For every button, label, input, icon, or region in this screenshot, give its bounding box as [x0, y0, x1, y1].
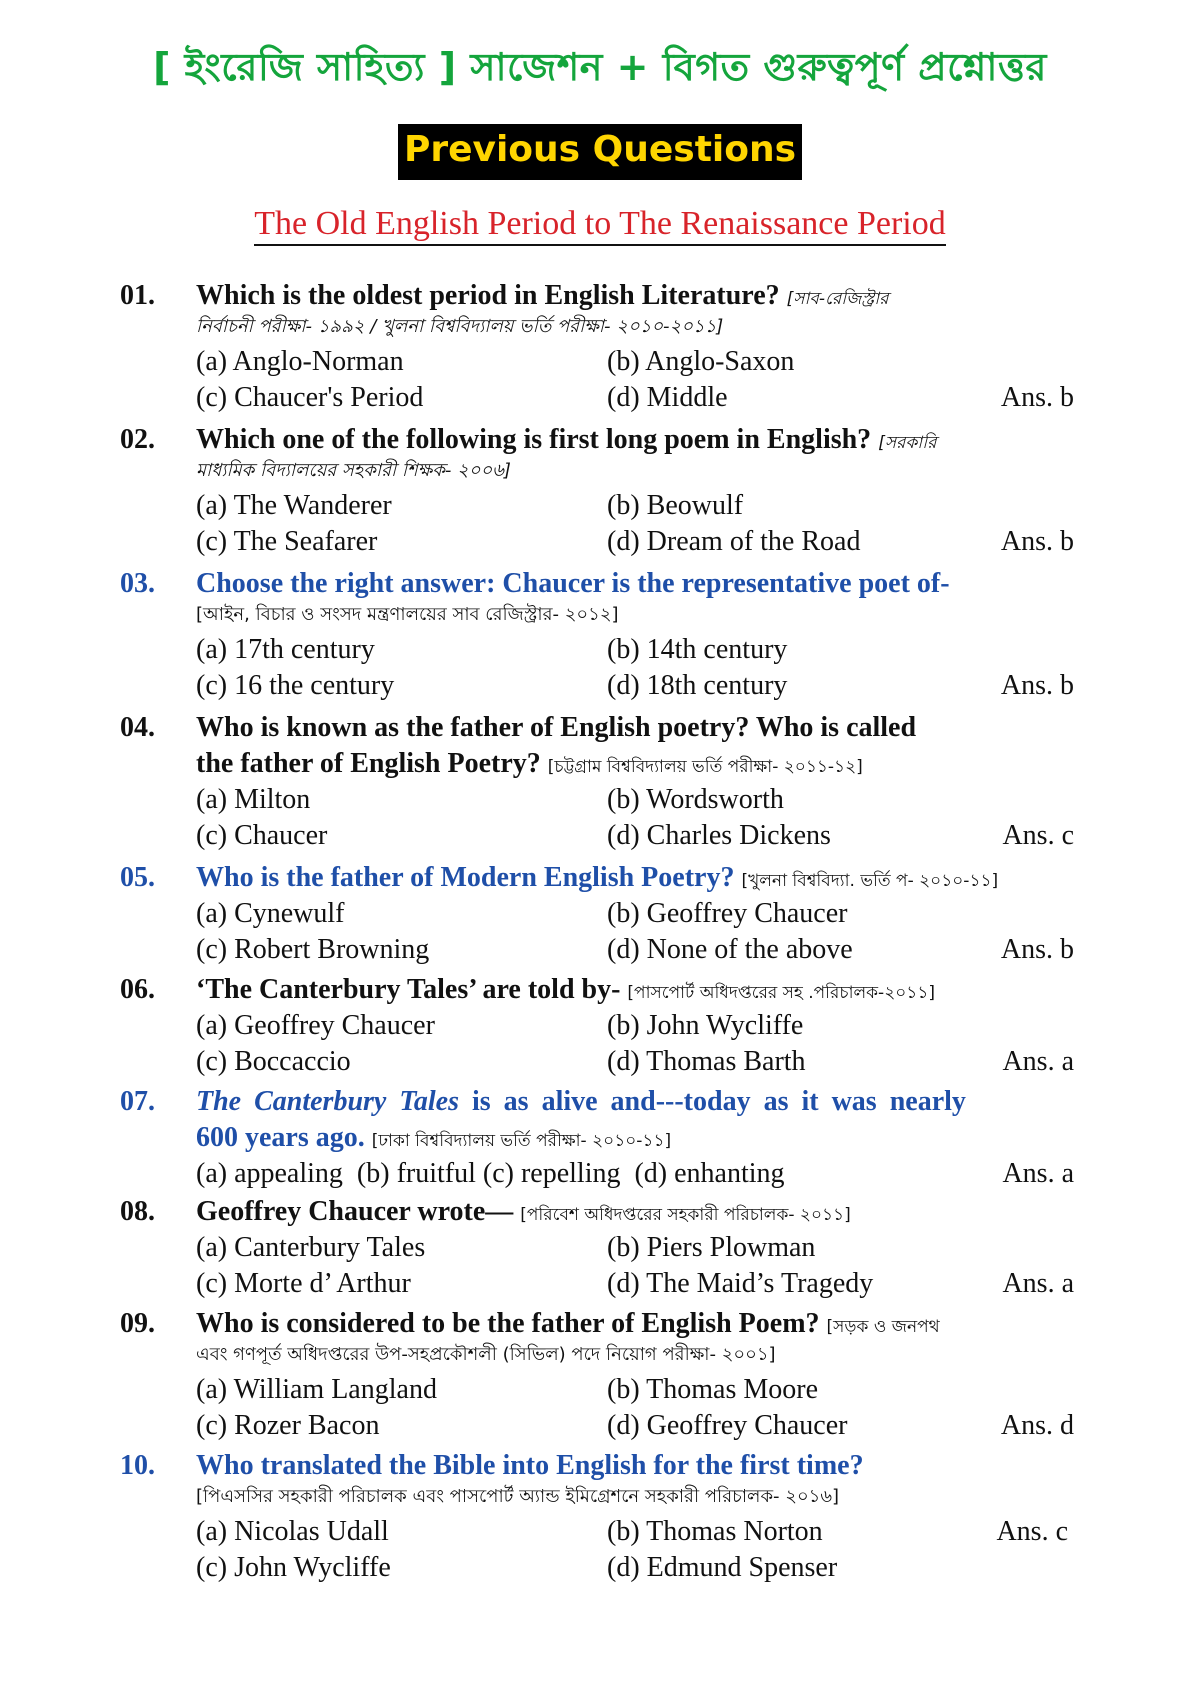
question-main: Geoffrey Chaucer wrote— — [196, 1196, 514, 1227]
answer-label: Ans. d — [1000, 1410, 1074, 1441]
question-text — [196, 1306, 1074, 1345]
question-text — [196, 422, 1074, 461]
option-a: (a) William Langland — [196, 1374, 437, 1405]
option-d: (d) Geoffrey Chaucer — [607, 1410, 848, 1441]
option-d: (d) Thomas Barth — [607, 1046, 806, 1077]
question-italic-title: The Canterbury Tales — [196, 1086, 459, 1117]
question-source: [খুলনা বিশ্ববিদ্যা. ভর্তি প- ২০১০-১১] — [741, 871, 999, 891]
option-b: (b) Thomas Moore — [607, 1374, 818, 1405]
answer-label: Ans. c — [1002, 820, 1074, 851]
question-source: [সাব-রেজিস্ট্রার — [786, 289, 889, 309]
option-c: (c) Chaucer — [196, 820, 328, 851]
question-source: [সরকারি — [878, 433, 937, 453]
answer-label: Ans. c — [996, 1516, 1068, 1547]
question-main: Which one of the following is first long poem in English? — [196, 424, 872, 455]
option-d: (d) Edmund Spenser — [607, 1552, 838, 1583]
question-number: 09. — [120, 1308, 155, 1339]
option-d: (d) Middle — [607, 382, 728, 413]
question-number: 07. — [120, 1086, 155, 1117]
option-b: (b) Piers Plowman — [607, 1232, 816, 1263]
question-number: 05. — [120, 862, 155, 893]
question-main: Who is the father of Modern English Poetry? — [196, 862, 735, 893]
option-d: (d) Dream of the Road — [607, 526, 861, 557]
question-number: 06. — [120, 974, 155, 1005]
question-main: Who translated the Bible into English for the first time? — [196, 1450, 864, 1481]
option-b: (b) Thomas Norton — [607, 1516, 823, 1547]
question-text — [196, 566, 1074, 602]
question-text — [196, 972, 1074, 1011]
option-b: (b) Beowulf — [607, 490, 744, 521]
option-a: (a) Cynewulf — [196, 898, 345, 929]
question-source: [সড়ক ও জনপথ — [826, 1317, 940, 1337]
option-a: (a) Canterbury Tales — [196, 1232, 426, 1263]
question-source: [পরিবেশ অধিদপ্তরের সহকারী পরিচালক- ২০১১] — [520, 1205, 851, 1225]
answer-label: Ans. b — [1000, 382, 1074, 413]
question-source: [চট্টগ্রাম বিশ্ববিদ্যালয় ভর্তি পরীক্ষা- ২০১১-১২] — [547, 757, 863, 777]
question-main: Which is the oldest period in English Literature? — [196, 280, 780, 311]
option-c: (c) The Seafarer — [196, 526, 378, 557]
question-text — [196, 710, 1074, 746]
badge-wrap — [0, 124, 1200, 180]
question-source-line: [আইন, বিচার ও সংসদ মন্ত্রণালয়ের সাব রেজিস্ট্রার- ২০১২] — [196, 604, 619, 625]
option-b: (b) Geoffrey Chaucer — [607, 898, 848, 929]
option-c: (c) Morte d’ Arthur — [196, 1268, 411, 1299]
question-main: Who is known as the father of English poetry? Who is called — [196, 712, 917, 743]
question-main: the father of English Poetry? — [196, 748, 541, 779]
question-number: 10. — [120, 1450, 155, 1481]
option-a: (a) Milton — [196, 784, 311, 815]
question-number: 01. — [120, 280, 155, 311]
question-text — [196, 278, 1074, 317]
option-c: (c) Boccaccio — [196, 1046, 351, 1077]
option-d: (d) 18th century — [607, 670, 788, 701]
question-source: [পাসপোর্ট অধিদপ্তরের সহ .পরিচালক-২০১১] — [627, 983, 935, 1003]
answer-label: Ans. a — [1002, 1268, 1074, 1299]
question-text-line2 — [196, 1120, 1074, 1159]
answer-label: Ans. b — [1000, 670, 1074, 701]
question-main: 600 years ago. — [196, 1122, 365, 1153]
option-b: (b) 14th century — [607, 634, 788, 665]
question-main-rest: is as alive and---today as it was nearly — [459, 1086, 966, 1117]
question-text — [196, 1194, 1074, 1233]
question-number: 04. — [120, 712, 155, 743]
question-number: 08. — [120, 1196, 155, 1227]
question-number: 02. — [120, 424, 155, 455]
option-c: (c) John Wycliffe — [196, 1552, 391, 1583]
question-text — [196, 1448, 1074, 1484]
answer-label: Ans. a — [1002, 1046, 1074, 1077]
section-subtitle: The Old English Period to The Renaissance Period — [254, 204, 946, 246]
question-source-line: নির্বাচনী পরীক্ষা- ১৯৯২ / খুলনা বিশ্ববিদ্যালয় ভর্তি পরীক্ষা- ২০১০-২০১১] — [196, 316, 724, 337]
option-c: (c) Chaucer's Period — [196, 382, 424, 413]
option-a: (a) 17th century — [196, 634, 375, 665]
question-text-line2 — [196, 746, 1074, 785]
question-number: 03. — [120, 568, 155, 599]
question-main: Choose the right answer: Chaucer is the representative poet of- — [196, 568, 950, 599]
option-d: (d) The Maid’s Tragedy — [607, 1268, 874, 1299]
option-c: (c) Robert Browning — [196, 934, 430, 965]
option-c: (c) 16 the century — [196, 670, 395, 701]
option-a: (a) Anglo-Norman — [196, 346, 404, 377]
question-source-line: এবং গণপূর্ত অধিদপ্তরের উপ-সহপ্রকৌশলী (সিভিল) পদে নিয়োগ পরীক্ষা- ২০০১] — [196, 1344, 776, 1365]
previous-questions-badge: Previous Questions — [398, 124, 802, 180]
option-a: (a) Nicolas Udall — [196, 1516, 389, 1547]
question-source: [ঢাকা বিশ্ববিদ্যালয় ভর্তি পরীক্ষা- ২০১০-১১] — [371, 1131, 672, 1151]
option-d: (d) Charles Dickens — [607, 820, 831, 851]
option-c: (c) Rozer Bacon — [196, 1410, 380, 1441]
answer-label: Ans. b — [1000, 934, 1074, 965]
question-main: ‘The Canterbury Tales’ are told by- — [196, 974, 621, 1005]
question-main: Who is considered to be the father of English Poem? — [196, 1308, 820, 1339]
subtitle-wrap — [0, 204, 1200, 246]
option-a: (a) Geoffrey Chaucer — [196, 1010, 435, 1041]
question-main — [196, 1086, 966, 1117]
question-source-line: মাধ্যমিক বিদ্যালয়ের সহকারী শিক্ষক- ২০০৬] — [196, 460, 511, 481]
answer-label: Ans. a — [1002, 1158, 1074, 1189]
answer-label: Ans. b — [1000, 526, 1074, 557]
options-line: (a) appealing (b) fruitful (c) repelling (d) enhanting — [196, 1158, 785, 1189]
option-d: (d) None of the above — [607, 934, 853, 965]
option-a: (a) The Wanderer — [196, 490, 392, 521]
page-banner: [ ইংরেজি সাহিত্য ] সাজেশন + বিগত গুরুত্বপূর্ণ প্রশ্নোত্তর — [153, 45, 1047, 89]
option-b: (b) John Wycliffe — [607, 1010, 804, 1041]
question-text — [196, 1084, 1074, 1120]
question-source-line: [পিএসসির সহকারী পরিচালক এবং পাসপোর্ট অ্যান্ড ইমিগ্রেশনে সহকারী পরিচালক- ২০১৬] — [196, 1486, 840, 1507]
question-text — [196, 860, 1074, 899]
option-b: (b) Wordsworth — [607, 784, 784, 815]
option-b: (b) Anglo-Saxon — [607, 346, 795, 377]
